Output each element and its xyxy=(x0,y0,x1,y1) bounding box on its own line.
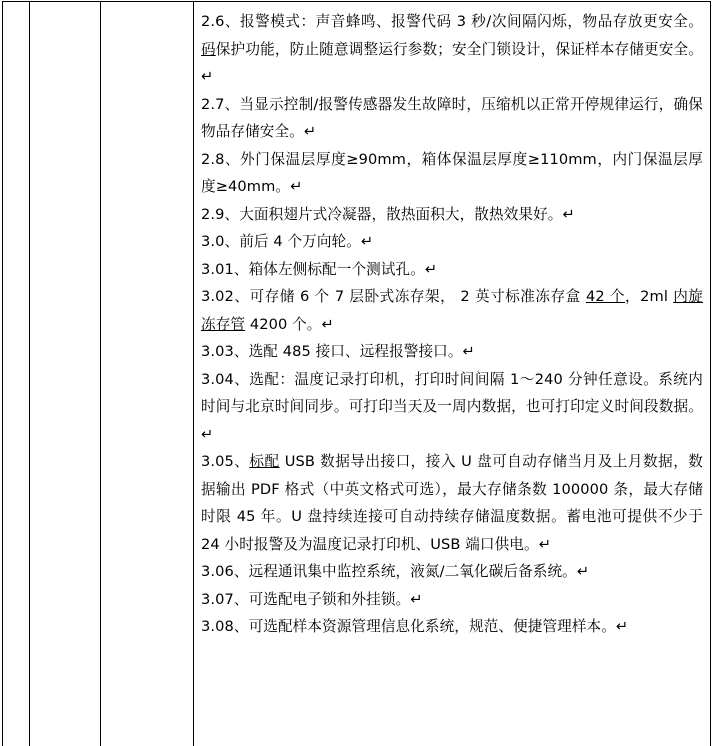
spec-paragraph xyxy=(201,366,703,449)
table-cell-col-c-content xyxy=(101,2,193,746)
plain-text: 3.03、选配 485 接口、远程报警接口。↵ xyxy=(201,343,475,360)
plain-text: 2.8、外门保温层厚度≥90mm，箱体保温层厚度≥110mm，内门保温层厚度≥40mm。↵ xyxy=(201,150,703,195)
plain-text: 3.04、选配：温度记录打印机，打印时间间隔 1～240 分钟任意设。系统内时间与北京时间同步。可打印当天及一周内数据，也可打印定义时间段数据。↵ xyxy=(201,370,703,443)
plain-text: 保护功能，防止随意调整运行参数；安全门锁设计，保证样本存储更安全。↵ xyxy=(201,40,703,85)
underlined-text: 42 个 xyxy=(585,288,626,305)
spec-paragraph xyxy=(201,613,703,641)
plain-text: 3.05、 xyxy=(201,453,250,470)
table-row xyxy=(3,2,711,746)
plain-text: ，2ml xyxy=(625,288,674,305)
plain-text: 3.08、可选配样本资源管理信息化系统，规范、便捷管理样本。↵ xyxy=(201,618,629,635)
specification-table xyxy=(2,1,711,746)
plain-text: 2.6、报警模式：声音蜂鸣、报警代码 3 秒/次间隔闪烁，物品存放更安全。 xyxy=(201,13,703,30)
table-cell-spec-text xyxy=(194,2,711,746)
spec-paragraph xyxy=(201,283,703,338)
table-cell-col-a-content xyxy=(3,2,29,746)
table-cell-col-b xyxy=(30,2,101,746)
specification-paragraph-list xyxy=(194,2,710,649)
table-cell-col-a xyxy=(3,2,30,746)
spec-paragraph xyxy=(201,558,703,586)
spec-paragraph xyxy=(201,448,703,558)
plain-text: USB 数据导出接口，接入 U 盘可自动存储当月及上月数据，数据输出 PDF 格式（中英文格式可选），最大存储条数 100000 条，最大存储时限 45 年。U 盘持续连接可自动持续存储温度数据。蓄电池可提供不少于 24 小时报警及为温度记录打印机、USB 端口供电。↵ xyxy=(201,453,703,553)
plain-text: 3.01、箱体左侧标配一个测试孔。↵ xyxy=(201,260,438,278)
spec-paragraph xyxy=(201,146,703,201)
table-cell-col-b-content xyxy=(30,2,100,746)
spec-paragraph xyxy=(201,586,703,614)
plain-text: 3.0、前后 4 个万向轮。↵ xyxy=(201,233,374,250)
plain-text: 4200 个。↵ xyxy=(245,315,334,333)
spec-paragraph xyxy=(201,201,703,229)
underlined-text: 标配 xyxy=(249,453,280,470)
plain-text: 2.9、大面积翅片式冷凝器，散热面积大，散热效果好。↵ xyxy=(201,205,575,223)
plain-text: 2.7、当显示控制/报警传感器发生故障时，压缩机以正常开停规律运行，确保物品存储安全。↵ xyxy=(201,95,703,140)
plain-text: 3.06、远程通讯集中监控系统，液氮/二氧化碳后备系统。↵ xyxy=(201,563,590,580)
plain-text: 3.02、可存储 6 个 7 层卧式冻存架， 2 英寸标准冻存盒 xyxy=(201,288,586,305)
spec-paragraph xyxy=(201,91,703,146)
plain-text: 3.07、可选配电子锁和外挂锁。↵ xyxy=(201,590,423,608)
underlined-text: 内旋冻存管 xyxy=(201,288,704,333)
spec-paragraph xyxy=(201,8,703,91)
spec-paragraph xyxy=(201,256,703,284)
table-cell-col-c xyxy=(101,2,194,746)
spec-paragraph xyxy=(201,228,703,256)
underlined-text: 码 xyxy=(201,40,216,58)
spec-paragraph xyxy=(201,338,703,366)
